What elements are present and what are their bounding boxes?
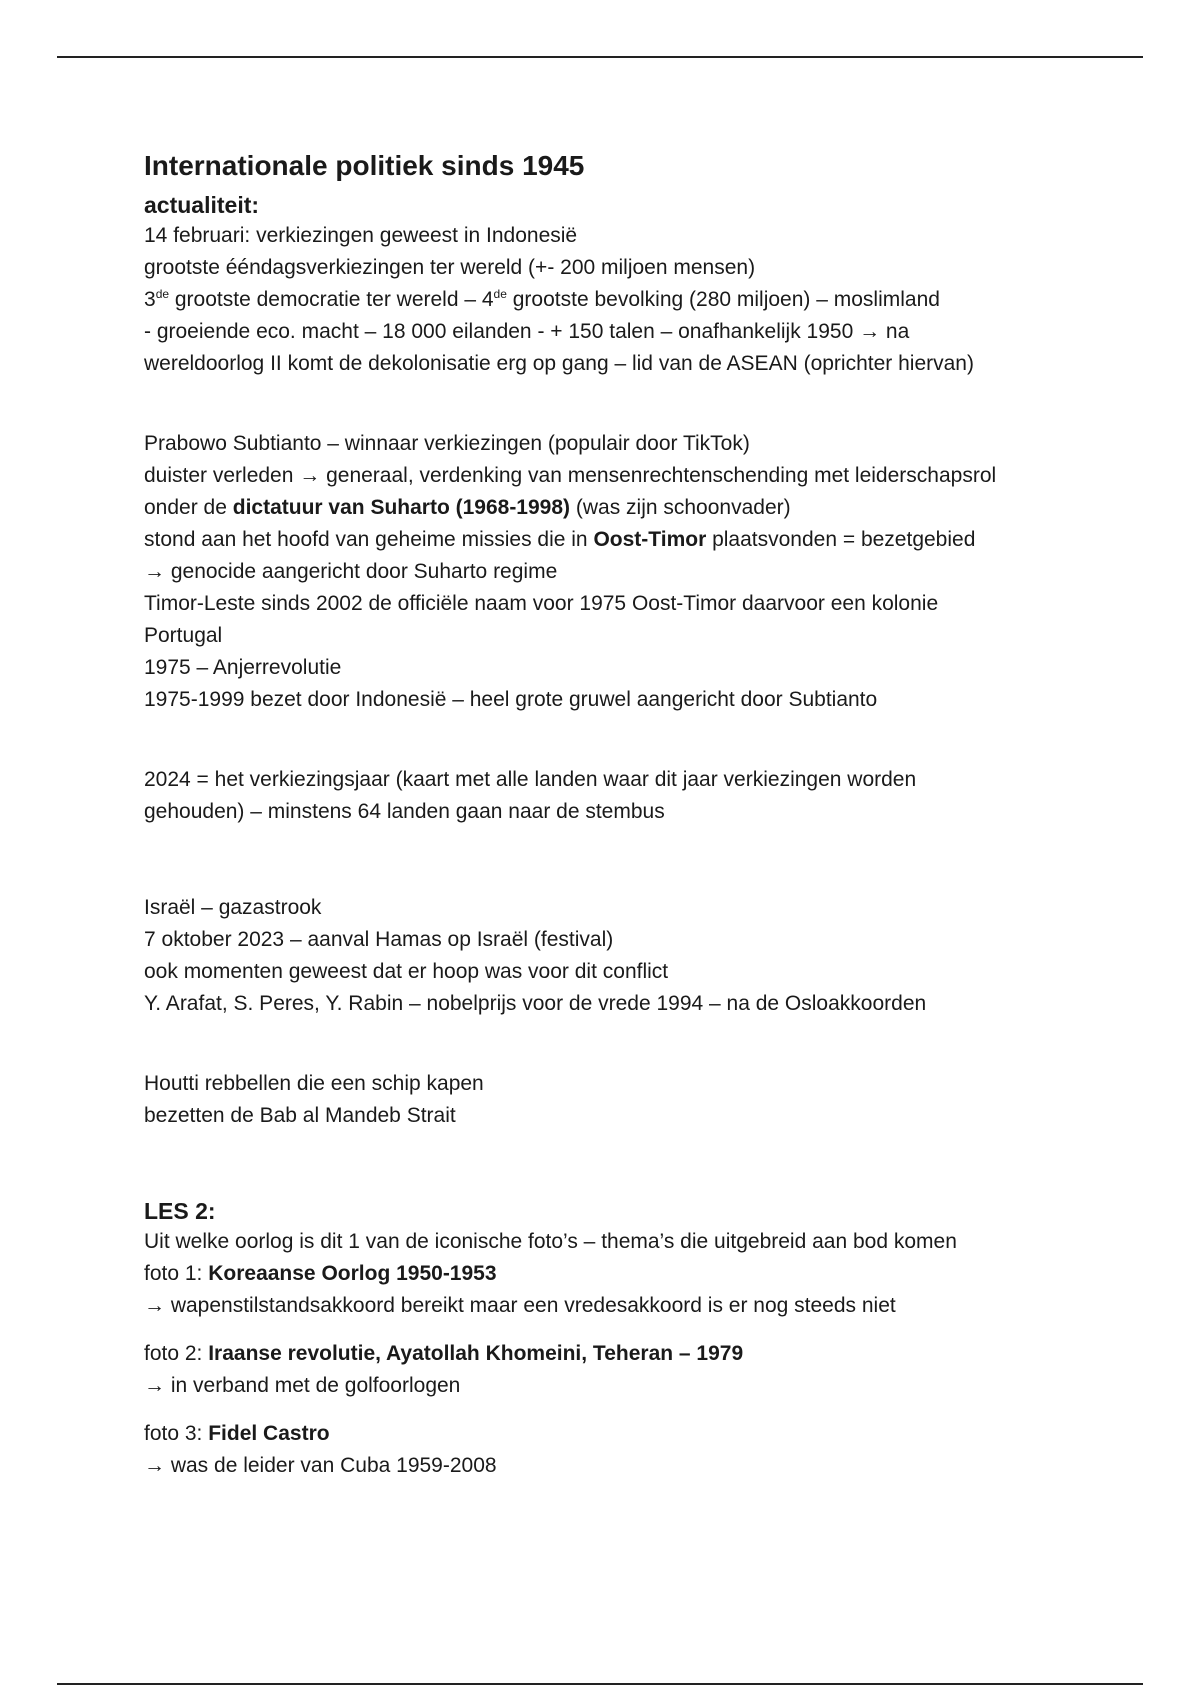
- spacer: [144, 716, 1104, 764]
- bold-text: dictatuur van Suharto (1968-1998): [232, 496, 571, 519]
- text-line: [144, 1338, 1104, 1370]
- bold-text: Iraanse revolutie, Ayatollah Khomeini, Teheran – 1979: [208, 1342, 744, 1365]
- text-run: (was zijn schoonvader): [570, 496, 791, 519]
- text-line: [144, 284, 1104, 316]
- paragraph-houtti: [144, 1068, 1104, 1132]
- text-line: duister verleden → generaal, verdenking van mensenrechtenschending met leiderschapsrol: [144, 464, 997, 487]
- superscript: de: [155, 287, 170, 301]
- text-run: onder de: [144, 496, 233, 519]
- section-heading-actualiteit: actualiteit:: [144, 192, 260, 218]
- text-run: grootste democratie ter wereld – 4: [169, 288, 494, 311]
- text-line: → wapenstilstandsakkoord bereikt maar een vredesakkoord is er nog steeds niet: [144, 1294, 896, 1317]
- text-line: bezetten de Bab al Mandeb Strait: [144, 1104, 456, 1127]
- text-line: Israël – gazastrook: [144, 896, 322, 919]
- bottom-rule: [57, 1683, 1143, 1685]
- top-rule: [57, 56, 1143, 58]
- bold-text: Koreaanse Oorlog 1950-1953: [208, 1262, 497, 1285]
- text-line: - groeiende eco. macht – 18 000 eilanden - + 150 talen – onafhankelijk 1950 → na: [144, 320, 910, 343]
- text-line: 14 februari: verkiezingen geweest in Indonesië: [144, 224, 578, 247]
- text-line: [144, 492, 1104, 524]
- bold-text: Fidel Castro: [208, 1422, 330, 1445]
- paragraph-indonesia: [144, 220, 1104, 380]
- text-line: → genocide aangericht door Suharto regime: [144, 560, 558, 583]
- text-run: grootste bevolking (280 miljoen) – moslimland: [506, 288, 940, 311]
- bold-text: Oost-Timor: [593, 528, 707, 551]
- text-run: plaatsvonden = bezetgebied: [706, 528, 976, 551]
- spacer: [144, 380, 1104, 428]
- text-line: 1975 – Anjerrevolutie: [144, 656, 342, 679]
- spacer: [144, 1132, 1104, 1196]
- text-line: Prabowo Subtianto – winnaar verkiezingen (populair door TikTok): [144, 432, 750, 455]
- text-run: foto 1:: [144, 1262, 209, 1285]
- spacer: [144, 1322, 1104, 1338]
- text-line: Timor-Leste sinds 2002 de officiële naam voor 1975 Oost-Timor daarvoor een kolonie Portugal: [144, 592, 939, 647]
- text-line: Y. Arafat, S. Peres, Y. Rabin – nobelprijs voor de vrede 1994 – na de Osloakkoorden: [144, 992, 927, 1015]
- spacer: [144, 828, 1104, 892]
- superscript: de: [493, 287, 507, 301]
- document-body: [144, 146, 1104, 1482]
- text-line: grootste ééndagsverkiezingen ter wereld (+- 200 miljoen mensen): [144, 256, 756, 279]
- text-line: [144, 1418, 1104, 1450]
- text-line: Uit welke oorlog is dit 1 van de iconische foto’s – thema’s die uitgebreid aan bod komen: [144, 1230, 957, 1253]
- section-heading-les2: LES 2:: [144, 1198, 216, 1224]
- spacer: [144, 1402, 1104, 1418]
- text-run: foto 2:: [144, 1342, 209, 1365]
- text-line: ook momenten geweest dat er hoop was voor dit conflict: [144, 960, 669, 983]
- text-run: stond aan het hoofd van geheime missies die in: [144, 528, 594, 551]
- spacer: [144, 1020, 1104, 1068]
- text-line: [144, 524, 1104, 556]
- text-line: 7 oktober 2023 – aanval Hamas op Israël (festival): [144, 928, 614, 951]
- paragraph-israel: [144, 892, 1104, 1020]
- text-line: wereldoorlog II komt de dekolonisatie erg op gang – lid van de ASEAN (oprichter hiervan): [144, 352, 974, 375]
- text-line: → was de leider van Cuba 1959-2008: [144, 1454, 497, 1477]
- text-line: → in verband met de golfoorlogen: [144, 1374, 461, 1397]
- text-run: foto 3:: [144, 1422, 209, 1445]
- text-line: Houtti rebbellen die een schip kapen: [144, 1072, 484, 1095]
- paragraph-elections: [144, 764, 1104, 828]
- text-line: 2024 = het verkiezingsjaar (kaart met alle landen waar dit jaar verkiezingen worden gehouden) – minstens 64 landen gaan naar de stembus: [144, 768, 917, 823]
- text-line: [144, 1258, 1104, 1290]
- text-line: 1975-1999 bezet door Indonesië – heel grote gruwel aangericht door Subtianto: [144, 688, 878, 711]
- paragraph-prabowo: [144, 428, 1104, 716]
- page-title: Internationale politiek sinds 1945: [144, 150, 585, 181]
- text-run: 3: [144, 288, 156, 311]
